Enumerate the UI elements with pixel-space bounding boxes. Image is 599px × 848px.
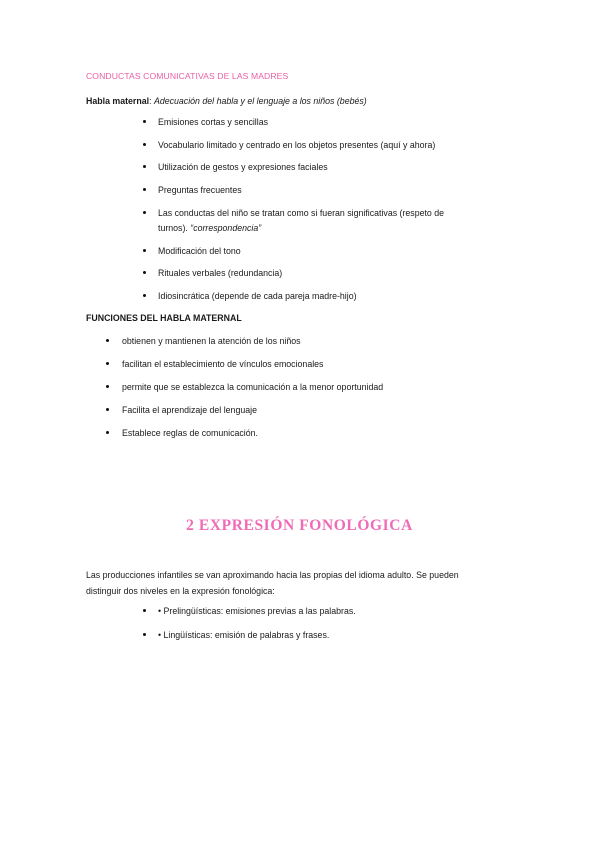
list-item: Rituales verbales (redundancia) [158,268,283,278]
list-bullet [106,431,109,434]
habla-maternal-colon: : [149,96,154,106]
habla-maternal-description: Adecuación del habla y el lenguaje a los niños (bebés) [153,96,367,106]
habla-maternal-line [86,96,367,107]
list-bullet [143,188,146,191]
section-heading-conductas: CONDUCTAS COMUNICATIVAS DE LAS MADRES [86,71,289,81]
list-item: Preguntas frecuentes [158,185,242,195]
list-item: obtienen y mantienen la atención de los niños [122,336,301,346]
list-bullet [143,271,146,274]
list-item: Las conductas del niño se tratan como si fueran significativas (respeto de [158,208,445,218]
list-bullet [143,609,146,612]
habla-maternal-label: Habla maternal [86,96,150,106]
list-item: Utilización de gestos y expresiones faciales [158,162,328,172]
list-bullet [143,633,146,636]
list-item: Idiosincrática (depende de cada pareja madre-hijo) [158,291,357,301]
list-item: • Prelingüísticas: emisiones previas a las palabras. [158,606,356,616]
section-heading-funciones: FUNCIONES DEL HABLA MATERNAL [86,313,242,323]
list-bullet [143,165,146,168]
list-bullet [106,339,109,342]
list-bullet [143,294,146,297]
list-item: facilitan el establecimiento de vínculos emocionales [122,359,324,369]
list-item: • Lingüísticas: emisión de palabras y frases. [158,630,330,640]
continuation-italic: “correspondencia” [190,223,262,233]
continuation-prefix: turnos). [158,223,191,233]
list-bullet [143,143,146,146]
list-bullet [143,211,146,214]
list-item: Establece reglas de comunicación. [122,428,258,438]
list-item: Vocabulario limitado y centrado en los objetos presentes (aquí y ahora) [158,140,436,150]
list-bullet [143,120,146,123]
paragraph-line: Las producciones infantiles se van aproximando hacia las propias del idioma adulto. Se pueden [86,570,459,580]
section-title-expresion: 2 EXPRESIÓN FONOLÓGICA [186,517,413,534]
paragraph-line: distinguir dos niveles en la expresión fonológica: [86,586,275,596]
list-item: Facilita el aprendizaje del lenguaje [122,405,257,415]
list-item-continuation [158,223,261,234]
list-item: permite que se establezca la comunicación a la menor oportunidad [122,382,384,392]
list-bullet [106,385,109,388]
list-item: Emisiones cortas y sencillas [158,117,268,127]
list-bullet [143,249,146,252]
list-bullet [106,362,109,365]
list-item: Modificación del tono [158,246,241,256]
list-bullet [106,408,109,411]
